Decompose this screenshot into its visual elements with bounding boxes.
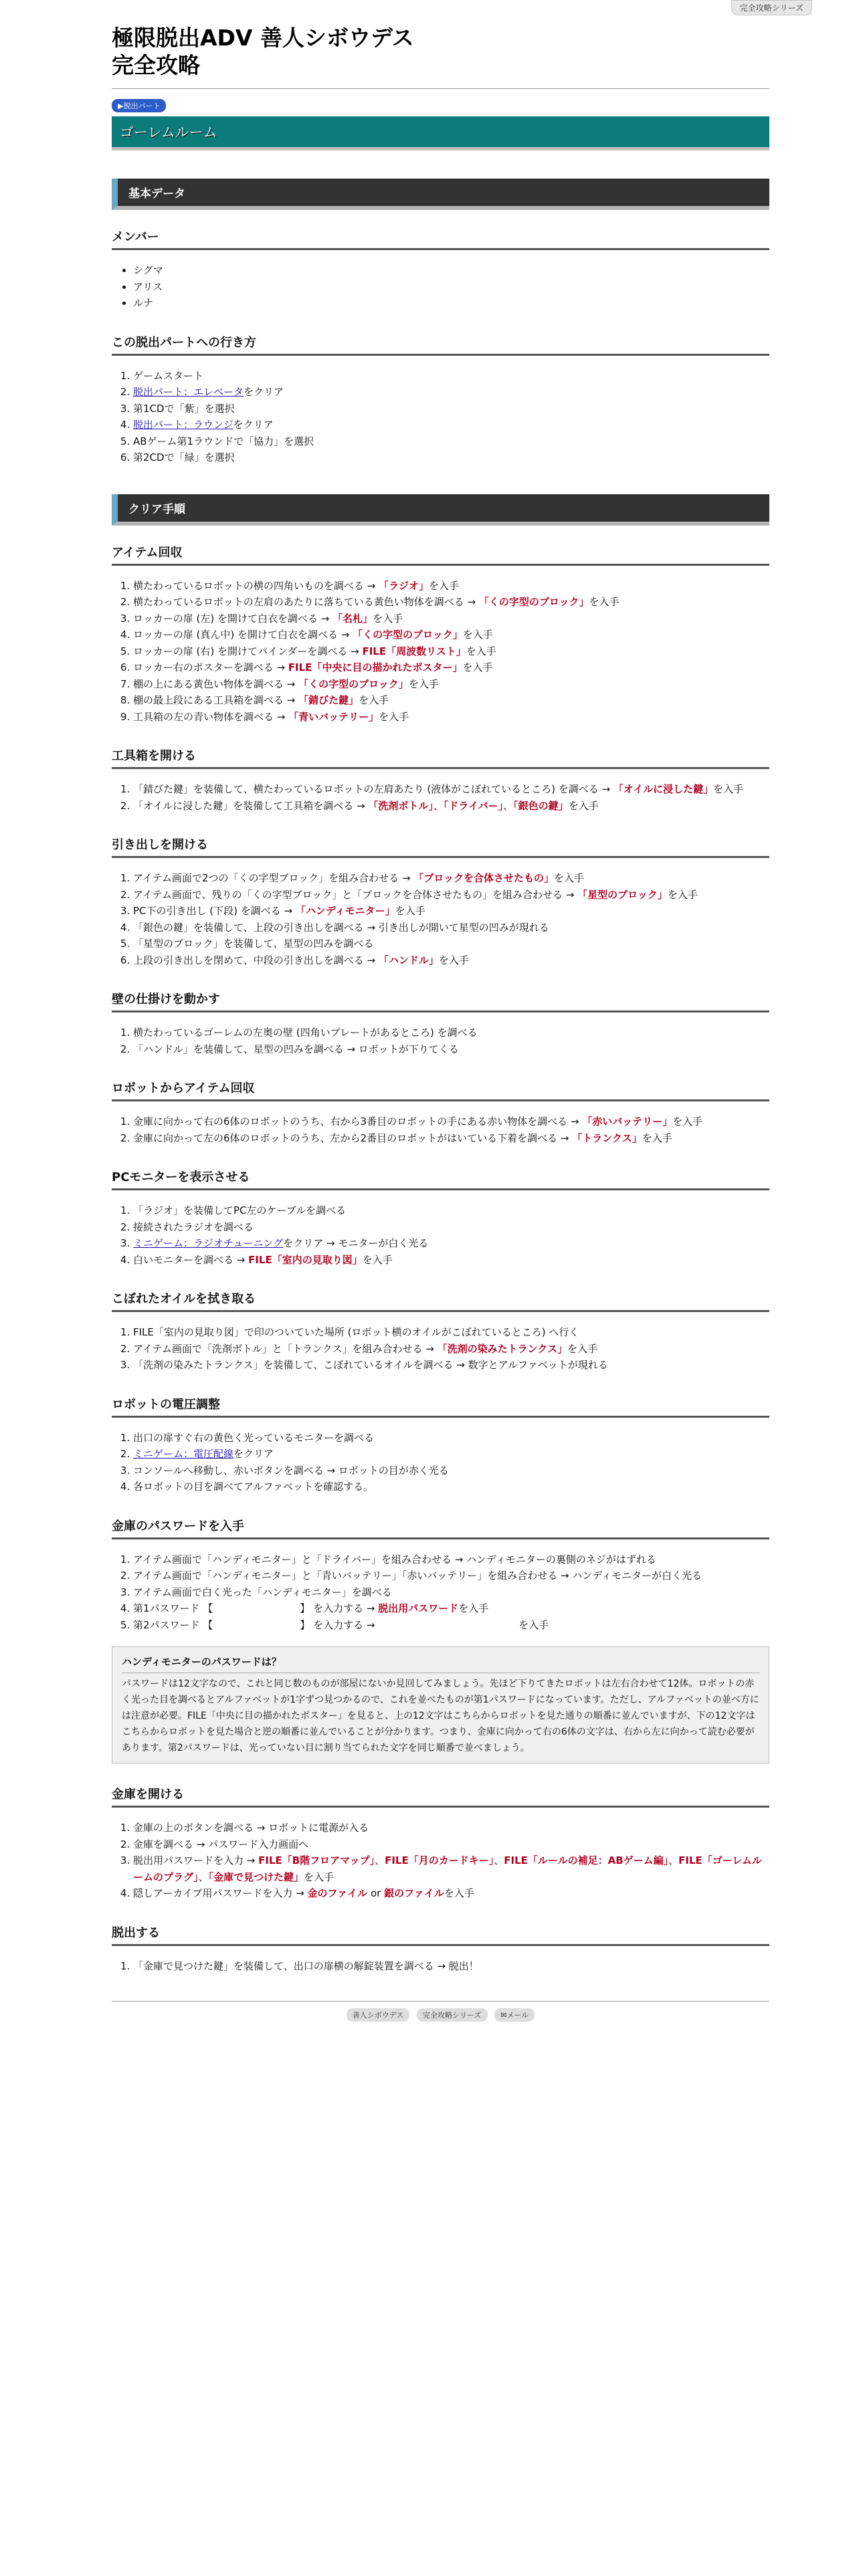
step-heading: アイテム回収	[112, 543, 769, 566]
step-list	[112, 1430, 769, 1495]
list-item: 6. 上段の引き出しを閉めて、中段の引き出しを調べる → 「ハンドル」を入手	[133, 952, 769, 969]
list-item: 1. FILE「室内の見取り図」で印のついていた場所 (ロボット横のオイルがこぼれているところ) へ行く	[133, 1324, 769, 1341]
list-item: 8. 棚の最上段にある工具箱を調べる → 「錆びた鍵」を入手	[133, 692, 769, 709]
list-item: 5. 第2パスワード 【 】 を入力する → を入手	[133, 1617, 769, 1634]
hint-text: パスワードは12文字なので、これと同じ数のものが部屋にないか見回してみましょう。先ほど下りてきたロボットは左右合わせて12体。ロボットの赤く光った目を調べるとアルファベットが1字ずつ見つかるので、これを並べたものが第1パスワードになっています。ただし、アルファベットの並べ方には注意が必要。FILE「中央に目の描かれたポスター」を見ると、上の12文字はこちらからロボットを見た通りの順番に並んでいますが、下の12文字はこちらからロボットを見た場合と逆の順番に並んでいることが分かります。つまり、金庫に向かって右の6体の文字は、右から左に向かって読む必要があります。第2パスワードは、光っていない目に割り当てられた文字を同じ順番で並べましょう。	[122, 1679, 759, 1753]
step-heading: ロボットの電圧調整	[112, 1395, 769, 1418]
list-item: 2. 「ハンドル」を装備して、星型の凹みを調べる → ロボットが下りてくる	[133, 1041, 769, 1058]
list-item: 1. 「金庫で見つけた鍵」を装備して、出口の扉横の解錠装置を調べる → 脱出！	[133, 1958, 769, 1975]
step-heading: 脱出する	[112, 1923, 769, 1946]
list-item: 1. アイテム画面で2つの「くの字型ブロック」を組み合わせる → 「ブロックを合体させたもの」を入手	[133, 870, 769, 887]
list-item: 7. 棚の上にある黄色い物体を調べる → 「くの字型のブロック」を入手	[133, 676, 769, 693]
list-item: 6. 第2CDで「緑」を選択	[133, 449, 769, 466]
list-item: 4. ロッカーの扉 (真ん中) を開けて白衣を調べる → 「くの字型のブロック」を入手	[133, 627, 769, 643]
members-heading: メンバー	[112, 227, 769, 250]
route-heading: この脱出パートへの行き方	[112, 333, 769, 356]
list-item: 2. 接続されたラジオを調べる	[133, 1219, 769, 1236]
step-heading: 工具箱を開ける	[112, 746, 769, 769]
list-item: 4. 脱出パート：ラウンジをクリア	[133, 417, 769, 433]
list-item: • ルナ	[133, 295, 769, 312]
list-item: 4. 白いモニターを調べる → FILE「室内の見取り図」を入手	[133, 1252, 769, 1269]
list-item: 3. 第1CDで「紫」を選択	[133, 401, 769, 417]
step-heading: 壁の仕掛けを動かす	[112, 990, 769, 1012]
list-item: 3. 「洗剤の染みたトランクス」を装備して、こぼれているオイルを調べる → 数字とアルファベットが現れる	[133, 1357, 769, 1374]
list-item: 4. 隠しアーカイブ用パスワードを入力 → 金のファイル or 銀のファイルを入手	[133, 1885, 769, 1902]
step-heading: 金庫を開ける	[112, 1785, 769, 1808]
list-item: 1. 「錆びた鍵」を装備して、横たわっているロボットの左肩あたり (液体がこぼれているところ) を調べる → 「オイルに浸した鍵」を入手	[133, 781, 769, 798]
members-list	[112, 262, 769, 312]
step-list	[112, 1025, 769, 1057]
list-item: • アリス	[133, 279, 769, 296]
list-item: 5. ABゲーム第1ラウンドで「協力」を選択	[133, 433, 769, 450]
link-elevator[interactable]: 脱出パート：エレベータ	[133, 386, 244, 398]
list-item: • シグマ	[133, 262, 769, 279]
step-list	[112, 1551, 769, 1634]
footer-link-series[interactable]: 完全攻略シリーズ	[417, 2008, 487, 2022]
list-item: 4. 第1パスワード 【 】 を入力する → 脱出用パスワードを入手	[133, 1600, 769, 1617]
footer	[112, 2001, 769, 2022]
step-list	[112, 1202, 769, 1268]
list-item: 3. PC下の引き出し (下段) を調べる → 「ハンディモニター」を入手	[133, 903, 769, 920]
list-item: 2. アイテム画面で、残りの「くの字型ブロック」と「ブロックを合体させたもの」を組み合わせる → 「星型のブロック」を入手	[133, 887, 769, 903]
link-lounge[interactable]: 脱出パート：ラウンジ	[133, 419, 233, 431]
list-item: 3. コンソールへ移動し、赤いボタンを調べる → ロボットの目が赤く光る	[133, 1463, 769, 1479]
list-item: 1. 横たわっているゴーレムの左奥の壁 (四角いプレートがあるところ) を調べる	[133, 1025, 769, 1041]
step-list	[112, 578, 769, 726]
list-item: 3. 脱出用パスワードを入力 → FILE「B階フロアマップ」、FILE「月のカードキー」、FILE「ルールの補足：ABゲーム編」、FILE「ゴーレムルームのプラグ」、「金庫で見つけた鍵」を入手	[133, 1852, 769, 1885]
route-list	[112, 368, 769, 466]
step-list	[112, 1113, 769, 1146]
page-title: ゴーレムルーム	[112, 116, 769, 150]
step-heading: 金庫のパスワードを入手	[112, 1517, 769, 1539]
step-heading: PCモニターを表示させる	[112, 1168, 769, 1190]
link-voltage-wiring[interactable]: ミニゲーム：電圧配線	[133, 1448, 234, 1460]
list-item: 4. 各ロボットの目を調べてアルファベットを確認する。	[133, 1479, 769, 1495]
step-list	[112, 781, 769, 814]
list-item: 3. ミニゲーム：ラジオチューニングをクリア → モニターが白く光る	[133, 1235, 769, 1252]
escape-part-badge[interactable]: ▶脱出パート	[112, 99, 166, 112]
step-list	[112, 1958, 769, 1975]
step-list	[112, 1324, 769, 1374]
step-heading: ロボットからアイテム回収	[112, 1079, 769, 1101]
list-item: 2. 金庫に向かって左の6体のロボットのうち、左から2番目のロボットがはいている下着を調べる → 「トランクス」を入手	[133, 1130, 769, 1147]
list-item: 1. 横たわっているロボットの横の四角いものを調べる → 「ラジオ」を入手	[133, 578, 769, 595]
list-item: 5. 「星型のブロック」を装備して、星型の凹みを調べる	[133, 936, 769, 952]
list-item: 1. 金庫に向かって右の6体のロボットのうち、右から3番目のロボットの手にある赤い物体を調べる → 「赤いバッテリー」を入手	[133, 1113, 769, 1130]
step-list	[112, 870, 769, 968]
site-title[interactable]: 極限脱出ADV 善人シボウデス 完全攻略	[112, 25, 414, 78]
list-item: 1. アイテム画面で「ハンディモニター」と「ドライバー」を組み合わせる → ハンディモニターの裏側のネジがはずれる	[133, 1551, 769, 1568]
list-item: 6. ロッカー右のポスターを調べる → FILE「中央に目の描かれたポスター」を入手	[133, 659, 769, 676]
step-heading: こぼれたオイルを拭き取る	[112, 1289, 769, 1312]
step-heading: 引き出しを開ける	[112, 835, 769, 858]
section-basic-data: 基本データ	[112, 179, 769, 210]
list-item: 2. 横たわっているロボットの左肩のあたりに落ちている黄色い物体を調べる → 「くの字型のブロック」を入手	[133, 594, 769, 611]
list-item: 1. 「ラジオ」を装備してPC左のケーブルを調べる	[133, 1202, 769, 1219]
list-item: 5. ロッカーの扉 (右) を開けてバインダーを調べる → FILE「周波数リスト」を入手	[133, 643, 769, 660]
page-content	[112, 0, 769, 2022]
list-item: 2. 「オイルに浸した鍵」を装備して工具箱を調べる → 「洗剤ボトル」、「ドライバー」、「銀色の鍵」を入手	[133, 798, 769, 815]
series-link[interactable]: 完全攻略シリーズ	[731, 0, 812, 15]
divider	[112, 88, 769, 89]
list-item: 2. 脱出パート：エレベータをクリア	[133, 384, 769, 401]
section-clear-steps: クリア手順	[112, 494, 769, 526]
list-item: 9. 工具箱の左の青い物体を調べる → 「青いバッテリー」を入手	[133, 709, 769, 726]
footer-link-game[interactable]: 善人シボウデス	[347, 2008, 410, 2022]
link-radio-tuning[interactable]: ミニゲーム：ラジオチューニング	[133, 1237, 284, 1249]
hint-box	[112, 1646, 769, 1763]
list-item: 2. アイテム画面で「ハンディモニター」と「青いバッテリー」「赤いバッテリー」を組み合わせる → ハンディモニターが白く光る	[133, 1568, 769, 1584]
list-item: 2. アイテム画面で「洗剤ボトル」と「トランクス」を組み合わせる → 「洗剤の染みたトランクス」を入手	[133, 1341, 769, 1358]
list-item: 3. アイテム画面で白く光った「ハンディモニター」を調べる	[133, 1584, 769, 1601]
footer-link-mail[interactable]: ✉メール	[494, 2008, 535, 2022]
list-item: 1. ゲームスタート	[133, 368, 769, 385]
list-item: 2. ミニゲーム：電圧配線をクリア	[133, 1446, 769, 1463]
list-item: 3. ロッカーの扉 (左) を開けて白衣を調べる → 「名札」を入手	[133, 611, 769, 627]
list-item: 1. 金庫の上のボタンを調べる → ロボットに電源が入る	[133, 1820, 769, 1836]
list-item: 4. 「銀色の鍵」を装備して、上段の引き出しを調べる → 引き出しが開いて星型の凹みが現れる	[133, 920, 769, 936]
list-item: 1. 出口の扉すぐ右の黄色く光っているモニターを調べる	[133, 1430, 769, 1446]
list-item: 2. 金庫を調べる → パスワード入力画面へ	[133, 1836, 769, 1853]
hint-title: ハンディモニターのパスワードは？	[122, 1654, 759, 1673]
step-list	[112, 1820, 769, 1902]
